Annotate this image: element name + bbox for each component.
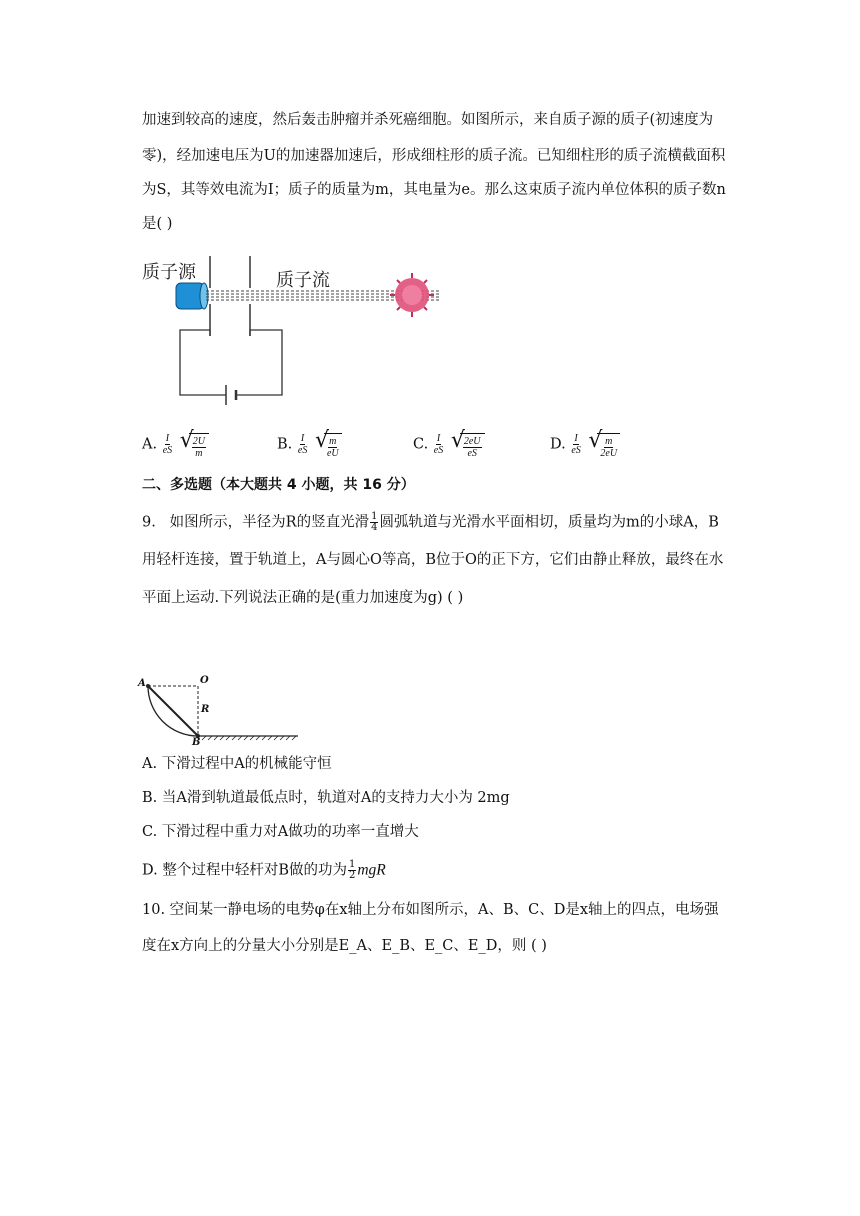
q9-option-c[interactable]: C. 下滑过程中重力对A做功的功率一直增大 [142,824,419,840]
q8-option-d[interactable]: D. $\frac{I}{eS}$ √ $\frac{m}{2eU}$ [550,430,620,459]
q9-number: 9. [142,514,156,531]
q8-option-c[interactable]: C. $\frac{I}{eS}$ √ $\frac{2eU}{eS}$ [413,430,485,459]
q9-line-3: 平面上运动.下列说法正确的是(重力加速度为g) ( ) [142,590,464,606]
half-fraction: $\frac{1}{2}$ [348,859,356,881]
cancer-cell-icon [390,273,434,317]
q8-line-3: 为S，其等效电流为I；质子的质量为m，其电量为e。那么这束质子流内单位体积的质子数n [142,182,726,198]
q9-option-b[interactable]: B. 当A滑到轨道最低点时，轨道对A的支持力大小为 2mg [142,790,510,806]
q9-option-d[interactable]: D. 整个过程中轻杆对B做的功为 $\frac{1}{2}$ mgR [142,859,386,881]
proton-source-label: 质子源 [142,262,196,283]
q9-line-2: 用轻杆连接，置于轨道上，A与圆心O等高，B位于O的正下方，它们由静止释放，最终在水 [142,552,724,568]
q10-line-1: 10. 空间某一静电场的电势φ在x轴上分布如图所示，A、B、C、D是x轴上的四点，电场强 [142,902,719,918]
label-a: A [138,678,146,689]
quarter-fraction: $\frac{1}{4}$ [371,511,378,533]
q8-line-4: 是( ) [142,216,173,232]
q8-line-1: 加速到较高的速度，然后轰击肿瘤并杀死癌细胞。如图所示，来自质子源的质子(初速度为 [142,112,714,128]
q8-option-b[interactable]: B. $\frac{I}{eS}$ √ $\frac{m}{eU}$ [277,430,342,459]
q8-line-2: 零)，经加速电压为U的加速器加速后，形成细柱形的质子流。已知细柱形的质子流横截面积 [142,148,726,164]
q9-option-a[interactable]: A. 下滑过程中A的机械能守恒 [142,756,332,772]
label-r: R [201,704,210,715]
arc-track-figure [136,674,306,750]
section-heading: 二、多选题（本大题共 4 小题，共 16 分） [142,477,415,493]
label-b: B [192,737,201,748]
proton-stream-label: 质子流 [276,270,330,291]
label-o: O [200,675,209,686]
proton-accelerator-figure [140,250,450,415]
q10-line-2: 度在x方向上的分量大小分别是E_A、E_B、E_C、E_D，则 ( ) [142,938,547,954]
arc-track-diagram [136,674,306,750]
q8-option-a[interactable]: A. $\frac{I}{eS}$ √ $\frac{2U}{m}$ [142,430,209,459]
q9-line-1: 9. 如图所示，半径为R的竖直光滑 $\frac{1}{4}$ 圆弧轨道与光滑水平面相切，质量均为m的小球A，B [142,511,719,533]
